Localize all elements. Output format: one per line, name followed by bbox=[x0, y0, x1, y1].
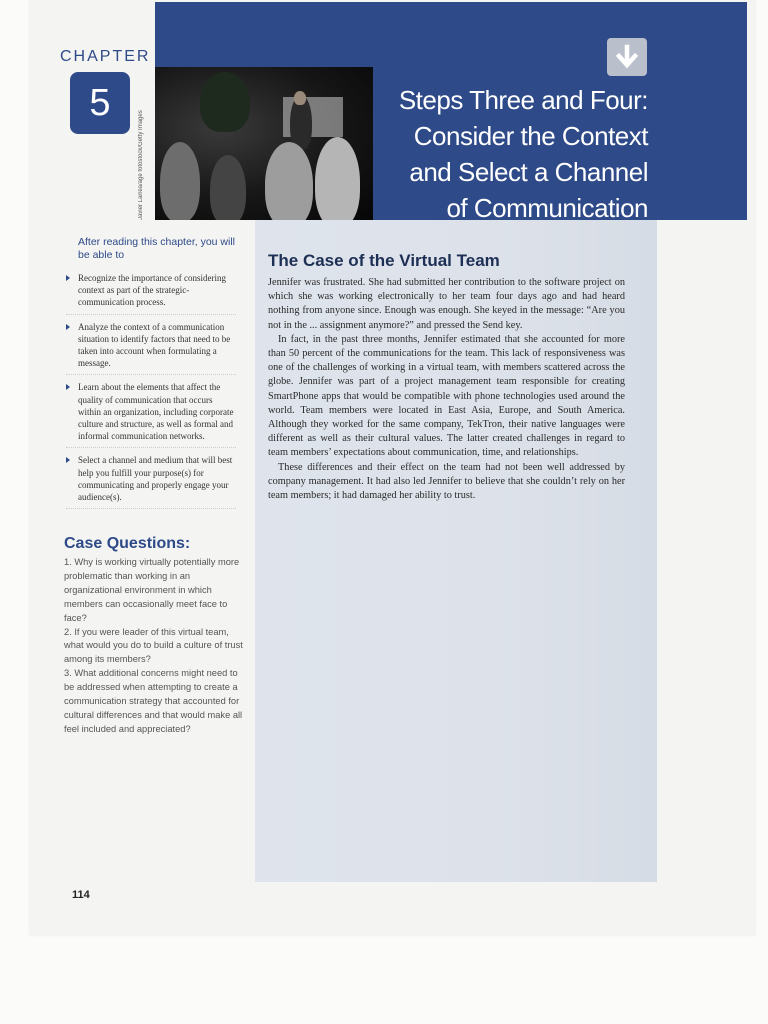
page-number: 114 bbox=[72, 889, 90, 901]
bullet-triangle-icon bbox=[66, 457, 70, 463]
bullet-triangle-icon bbox=[66, 275, 70, 281]
objectives-list bbox=[66, 272, 236, 515]
objective-text: Learn about the elements that affect the quality of communication that occurs within an organization, including corporate culture and structure, as well as formal and informal communication networks. bbox=[78, 382, 234, 442]
case-heading: The Case of the Virtual Team bbox=[268, 251, 500, 270]
objectives-intro: After reading this chapter, you will be able to bbox=[78, 236, 235, 261]
chapter-number: 5 bbox=[70, 72, 130, 134]
chapter-label: CHAPTER bbox=[60, 48, 151, 65]
chapter-title bbox=[380, 82, 648, 226]
objective-item bbox=[66, 272, 236, 315]
case-question: 2. If you were leader of this virtual team, what would you do to build a culture of trust among its members? bbox=[64, 626, 243, 665]
bullet-triangle-icon bbox=[66, 324, 70, 330]
photo-credit: Javier Larrea/age fotostock/Getty Images bbox=[138, 110, 144, 220]
case-question: 3. What additional concerns might need to be addressed when attempting to create a communication strategy that accounted for cultural differences and that would make all feel included and appreciated? bbox=[64, 668, 243, 734]
chapter-title-line: Consider the Context bbox=[413, 121, 648, 151]
photo-audience bbox=[265, 142, 313, 220]
objective-text: Analyze the context of a communication situation to identify factors that need to be taken into account when formulating a message. bbox=[78, 321, 231, 369]
objective-item bbox=[66, 381, 236, 448]
case-paragraph: Jennifer was frustrated. She had submitted her contribution to the software project on which she was working electronically to her team four days ago and had heard nothing from anyone since. Enough was enough. She keyed in the message: “Are you not in the ... assignment anymore?” and pressed the Send key. bbox=[268, 277, 625, 331]
objective-item bbox=[66, 454, 236, 509]
photo-speaker-head bbox=[294, 91, 306, 105]
bullet-triangle-icon bbox=[66, 384, 70, 390]
chapter-title-line: Steps Three and Four: bbox=[398, 85, 648, 115]
objective-item bbox=[66, 321, 236, 376]
case-questions-heading: Case Questions: bbox=[64, 535, 191, 552]
photo-audience bbox=[315, 137, 360, 220]
down-arrow-icon bbox=[607, 38, 647, 76]
chapter-photo bbox=[155, 67, 373, 220]
objective-text: Select a channel and medium that will best help you fulfill your purpose(s) for communicating and properly engage your audience(s). bbox=[78, 455, 233, 503]
case-paragraph: These differences and their effect on the team had not been well addressed by company management. It had also led Jennifer to believe that she couldn’t rely on her team members; it had damaged her ability to trust. bbox=[268, 461, 625, 502]
chapter-title-line: and Select a Channel bbox=[409, 157, 648, 187]
chapter-title-line: of Communication bbox=[446, 193, 648, 223]
case-question: 1. Why is working virtually potentially more problematic than working in an organizational environment in which members can occasionally meet face to face? bbox=[64, 557, 240, 623]
photo-audience bbox=[160, 142, 200, 220]
case-body bbox=[268, 276, 625, 503]
photo-audience bbox=[210, 155, 246, 220]
photo-plant bbox=[200, 72, 250, 132]
case-paragraph: In fact, in the past three months, Jennifer estimated that she accounted for more than 50 percent of the communications for the team. This lack of responsiveness was one of the challenges of working in a virtual team, with members scattered across the globe. Jennifer was part of a project management team responsible for creating SmartPhone apps that would be compatible with phone technologies used around the world. Team members were located in East Asia, Europe, and South America. Although they worked for the same company, TekTron, their native languages were different as well as their cultural values. The latter created challenges in regard to team members’ expectations about communication, time, and relationships. bbox=[268, 333, 625, 459]
case-questions-list bbox=[64, 556, 244, 737]
objective-text: Recognize the importance of considering context as part of the strategic-communication process. bbox=[78, 273, 226, 308]
